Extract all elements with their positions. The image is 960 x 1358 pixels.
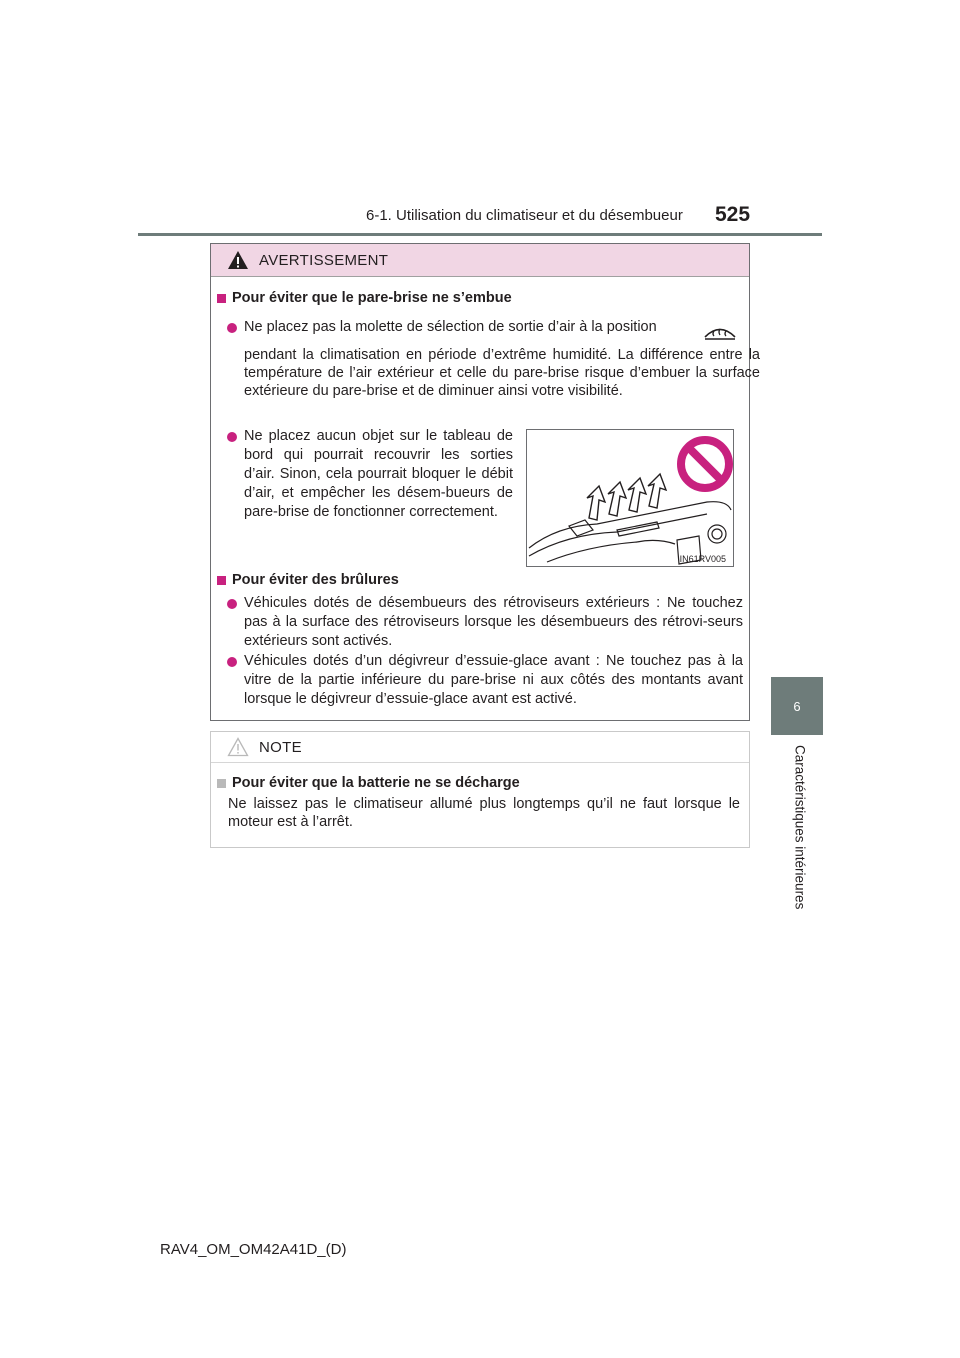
note-box [210, 731, 750, 848]
square-bullet-icon [217, 294, 226, 303]
windshield-defroster-icon [702, 320, 738, 342]
section-title-battery: Pour éviter que la batterie ne se décharge [217, 775, 520, 791]
dashboard-vents-drawing [527, 430, 733, 566]
chapter-title: Caractéristiques intérieures [792, 745, 808, 910]
round-bullet-icon [227, 323, 237, 333]
warning-triangle-icon [227, 250, 249, 270]
note-text: Ne laissez pas le climatiseur allumé plus longtemps qu’il ne faut lorsque le moteur est à l’arrêt. [228, 796, 740, 830]
chapter-side-label [790, 745, 810, 925]
warning-label: AVERTISSEMENT [259, 251, 389, 269]
square-bullet-icon [217, 779, 226, 788]
bullet-item-air-outlet: Ne placez pas la molette de sélection de sortie d’air à la position [227, 318, 697, 337]
note-header [211, 732, 749, 763]
bullet-item-wiper-deicer: Véhicules dotés d’un dégivreur d’essuie-glace avant : Ne touchez pas à la vitre de la partie inférieure du pare-brise ni aux côtés des montants avant lorsque le dégivreur d’essuie-glace avant est activé. [227, 652, 743, 709]
document-code: RAV4_OM_OM42A41D_(D) [160, 1241, 347, 1258]
note-label: NOTE [259, 738, 302, 756]
bullet-item-mirror-defoggers: Véhicules dotés de désembueurs des rétroviseurs extérieurs : Ne touchez pas à la surface des rétroviseurs lorsque les désembueurs des rétrovi-seurs extérieurs sont activés. [227, 594, 743, 651]
round-bullet-icon [227, 657, 237, 667]
page-number: 525 [715, 203, 751, 226]
section-title-fogging: Pour éviter que le pare-brise ne s’embue [217, 290, 512, 306]
dashboard-illustration [526, 429, 734, 567]
warning-box [210, 243, 760, 721]
chapter-tab [771, 677, 823, 735]
illustration-code: IN61RV005 [679, 554, 726, 564]
bullet-item-dashboard: Ne placez aucun objet sur le tableau de bord qui pourrait recouvrir les sorties d’air. Sinon, cela pourrait bloquer le débit d’air, et empêcher les désem-bueurs de pare-brise de fonctionner correctement. [227, 427, 513, 522]
section-title-burns: Pour éviter des brûlures [217, 572, 399, 588]
chapter-number: 6 [793, 698, 801, 714]
round-bullet-icon [227, 432, 237, 442]
bullet-continuation-text: pendant la climatisation en période d’extrême humidité. La différence entre la température de l’air extérieur et celle du pare-brise risque d’embuer la surface extérieure du pare-brise et de diminuer ainsi votre visibilité. [244, 347, 760, 399]
section-header: 6-1. Utilisation du climatiseur et du désembueur [366, 207, 683, 224]
round-bullet-icon [227, 599, 237, 609]
caution-triangle-icon [227, 737, 249, 757]
header-divider [138, 233, 822, 236]
square-bullet-icon [217, 576, 226, 585]
warning-header [211, 244, 749, 277]
